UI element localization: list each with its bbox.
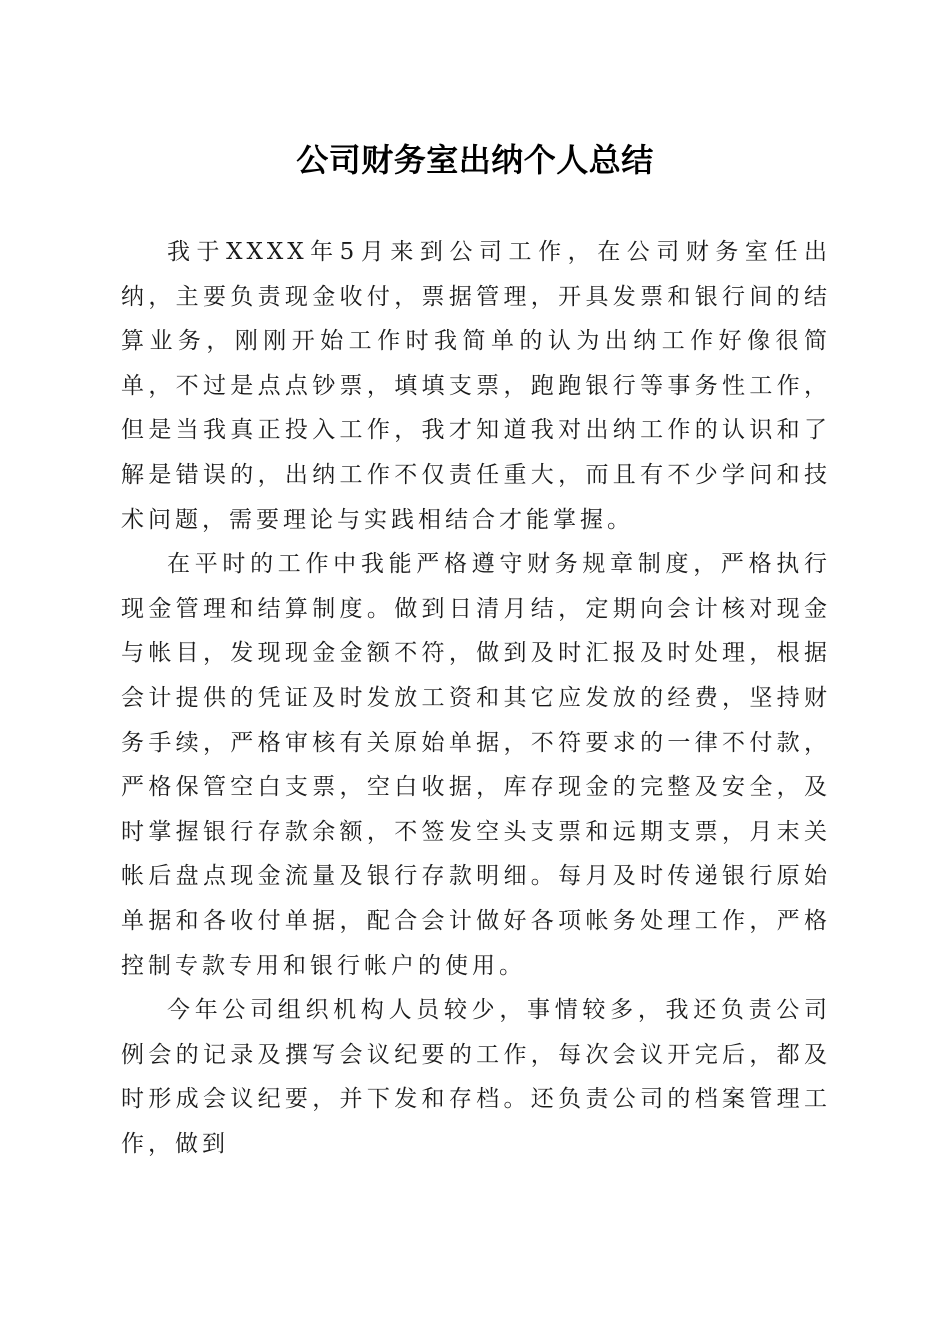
paragraph-3: 今年公司组织机构人员较少，事情较多，我还负责公司例会的记录及撰写会议纪要的工作，每次会议开完后，都及时形成会议纪要，并下发和存档。还负责公司的档案管理工作，做到	[121, 997, 831, 1157]
document-body	[121, 230, 831, 1166]
document-title: 公司财务室出纳个人总结	[296, 141, 654, 179]
paragraph-1: 我于XXXX年5月来到公司工作，在公司财务室任出纳，主要负责现金收付，票据管理，开具发票和银行间的结算业务，刚刚开始工作时我简单的认为出纳工作好像很简单，不过是点点钞票，填填支票，跑跑银行等事务性工作，但是当我真正投入工作，我才知道我对出纳工作的认识和了解是错误的，出纳工作不仅责任重大，而且有不少学问和技术问题，需要理论与实践相结合才能掌握。	[121, 239, 831, 533]
paragraph-2: 在平时的工作中我能严格遵守财务规章制度，严格执行现金管理和结算制度。做到日清月结，定期向会计核对现金与帐目，发现现金金额不符，做到及时汇报及时处理，根据会计提供的凭证及时发放工资和其它应发放的经费，坚持财务手续，严格审核有关原始单据，不符要求的一律不付款，严格保管空白支票，空白收据，库存现金的完整及安全，及时掌握银行存款余额，不签发空头支票和远期支票，月末关帐后盘点现金流量及银行存款明细。每月及时传递银行原始单据和各收付单据，配合会计做好各项帐务处理工作，严格控制专款专用和银行帐户的使用。	[121, 551, 831, 979]
